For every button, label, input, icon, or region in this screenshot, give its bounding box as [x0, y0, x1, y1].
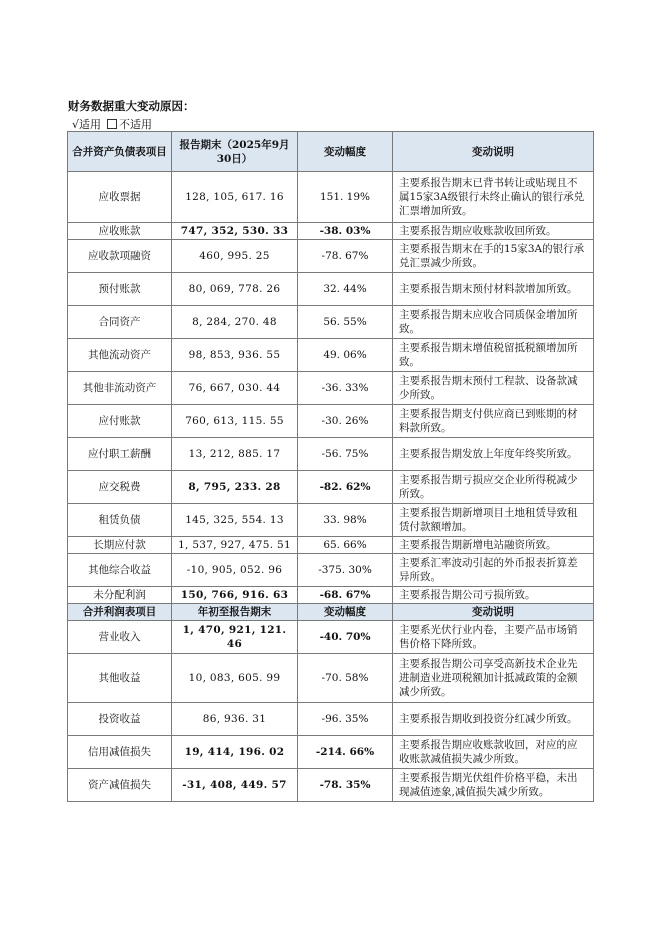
table-row [68, 769, 594, 802]
balance-sheet-header-cell: 变动幅度 [298, 132, 393, 172]
amount-cell: 80, 069, 778. 26 [172, 273, 298, 306]
table-row [68, 438, 594, 471]
change-note-cell: 主要系报告期末已背书转让或贴现且不属15家3A级银行未终止确认的银行承兑汇票增加所致。 [393, 172, 594, 223]
amount-cell: 760, 613, 115. 55 [172, 405, 298, 438]
amount-cell: 86, 936. 31 [172, 703, 298, 736]
item-name-cell: 资产减值损失 [68, 769, 172, 802]
applicable-label: 适用 [79, 118, 102, 131]
item-name-cell: 应收账款 [68, 223, 172, 240]
amount-cell: 747, 352, 530. 33 [172, 223, 298, 240]
not-applicable-label: 不适用 [119, 118, 153, 131]
item-name-cell: 其他流动资产 [68, 339, 172, 372]
table-row [68, 405, 594, 438]
change-note-cell: 主要系报告期末预付工程款、设备款减少所致。 [393, 372, 594, 405]
amount-cell: 150, 766, 916. 63 [172, 587, 298, 604]
item-name-cell: 应交税费 [68, 471, 172, 504]
change-rate-cell: 49. 06% [298, 339, 393, 372]
table-row [68, 339, 594, 372]
amount-cell: -10, 905, 052. 96 [172, 554, 298, 587]
change-note-cell: 主要系报告期应收账款收回，对应的应收账款减值损失减少所致。 [393, 736, 594, 769]
table-row [68, 554, 594, 587]
balance-sheet-header-row [68, 132, 594, 172]
item-name-cell: 其他综合收益 [68, 554, 172, 587]
change-note-cell: 主要系报告期末预付材料款增加所致。 [393, 273, 594, 306]
change-rate-cell: -82. 62% [298, 471, 393, 504]
amount-cell: 13, 212, 885. 17 [172, 438, 298, 471]
item-name-cell: 应收票据 [68, 172, 172, 223]
table-row [68, 736, 594, 769]
item-name-cell: 合同资产 [68, 306, 172, 339]
table-row [68, 240, 594, 273]
section-heading: 财务数据重大变动原因： [68, 99, 195, 113]
change-note-cell: 主要系光伏行业内卷，主要产品市场销售价格下降所致。 [393, 621, 594, 654]
change-rate-cell: 32. 44% [298, 273, 393, 306]
table-row [68, 306, 594, 339]
item-name-cell: 应付职工薪酬 [68, 438, 172, 471]
income-statement-header-row [68, 604, 594, 621]
change-note-cell: 主要系报告期末应收合同质保金增加所致。 [393, 306, 594, 339]
change-note-cell: 主要系报告期亏损应交企业所得税减少所致。 [393, 471, 594, 504]
change-note-cell: 主要系报告期光伏组件价格平稳，未出现减值迹象,减值损失减少所致。 [393, 769, 594, 802]
change-rate-cell: -375. 30% [298, 554, 393, 587]
balance-sheet-header-cell: 报告期末（2025年9月30日） [172, 132, 298, 172]
change-rate-cell: -38. 03% [298, 223, 393, 240]
amount-cell: 145, 325, 554. 13 [172, 504, 298, 537]
amount-cell: -31, 408, 449. 57 [172, 769, 298, 802]
change-note-cell: 主要系报告期末在手的15家3A的银行承兑汇票减少所致。 [393, 240, 594, 273]
amount-cell: 128, 105, 617. 16 [172, 172, 298, 223]
change-rate-cell: -78. 35% [298, 769, 393, 802]
table-row [68, 223, 594, 240]
table-row [68, 587, 594, 604]
item-name-cell: 应收款项融资 [68, 240, 172, 273]
change-note-cell: 主要系报告期新增项目土地租赁导致租赁付款额增加。 [393, 504, 594, 537]
amount-cell: 19, 414, 196. 02 [172, 736, 298, 769]
amount-cell: 1, 470, 921, 121. 46 [172, 621, 298, 654]
item-name-cell: 未分配利润 [68, 587, 172, 604]
change-rate-cell: 151. 19% [298, 172, 393, 223]
item-name-cell: 信用减值损失 [68, 736, 172, 769]
change-rate-cell: -96. 35% [298, 703, 393, 736]
amount-cell: 1, 537, 927, 475. 51 [172, 537, 298, 554]
balance-sheet-header-cell: 合并资产负债表项目 [68, 132, 172, 172]
change-rate-cell: 33. 98% [298, 504, 393, 537]
item-name-cell: 租赁负债 [68, 504, 172, 537]
change-rate-cell: -40. 70% [298, 621, 393, 654]
item-name-cell: 预付账款 [68, 273, 172, 306]
change-note-cell: 主要系报告期应收账款收回所致。 [393, 223, 594, 240]
applicability-line [72, 116, 152, 132]
amount-cell: 10, 083, 605. 99 [172, 654, 298, 703]
change-rate-cell: -78. 67% [298, 240, 393, 273]
item-name-cell: 营业收入 [68, 621, 172, 654]
change-note-cell: 主要系汇率波动引起的外币报表折算差异所致。 [393, 554, 594, 587]
table-row [68, 504, 594, 537]
table-row [68, 471, 594, 504]
item-name-cell: 应付账款 [68, 405, 172, 438]
table-row [68, 372, 594, 405]
change-rate-cell: -30. 26% [298, 405, 393, 438]
change-rate-cell: -56. 75% [298, 438, 393, 471]
change-note-cell: 主要系报告期末增值税留抵税额增加所致。 [393, 339, 594, 372]
change-rate-cell: -68. 67% [298, 587, 393, 604]
amount-cell: 8, 284, 270. 48 [172, 306, 298, 339]
change-rate-cell: -36. 33% [298, 372, 393, 405]
table-row [68, 621, 594, 654]
change-note-cell: 主要系报告期发放上年度年终奖所致。 [393, 438, 594, 471]
income-statement-header-cell: 年初至报告期末 [172, 604, 298, 621]
table-row [68, 654, 594, 703]
income-statement-header-cell: 变动幅度 [298, 604, 393, 621]
change-note-cell: 主要系报告期公司享受高新技术企业先进制造业进项税额加计抵减政策的金额减少所致。 [393, 654, 594, 703]
change-note-cell: 主要系报告期支付供应商已到账期的材料款所致。 [393, 405, 594, 438]
balance-sheet-header-cell: 变动说明 [393, 132, 594, 172]
change-rate-cell: -70. 58% [298, 654, 393, 703]
change-note-cell: 主要系报告期收到投资分红减少所致。 [393, 703, 594, 736]
amount-cell: 98, 853, 936. 55 [172, 339, 298, 372]
amount-cell: 8, 795, 233. 28 [172, 471, 298, 504]
change-rate-cell: 65. 66% [298, 537, 393, 554]
item-name-cell: 投资收益 [68, 703, 172, 736]
table-row [68, 703, 594, 736]
change-rate-cell: 56. 55% [298, 306, 393, 339]
amount-cell: 460, 995. 25 [172, 240, 298, 273]
change-note-cell: 主要系报告期新增电站融资所致。 [393, 537, 594, 554]
check-mark-icon: √ [72, 118, 80, 131]
change-note-cell: 主要系报告期公司亏损所致。 [393, 587, 594, 604]
table-row [68, 537, 594, 554]
table-row [68, 273, 594, 306]
financial-change-table [67, 131, 594, 802]
financial-change-table-body [68, 132, 594, 802]
item-name-cell: 其他收益 [68, 654, 172, 703]
income-statement-header-cell: 合并利润表项目 [68, 604, 172, 621]
change-rate-cell: -214. 66% [298, 736, 393, 769]
item-name-cell: 长期应付款 [68, 537, 172, 554]
checkbox-empty-icon [107, 119, 117, 129]
item-name-cell: 其他非流动资产 [68, 372, 172, 405]
income-statement-header-cell: 变动说明 [393, 604, 594, 621]
amount-cell: 76, 667, 030. 44 [172, 372, 298, 405]
table-row [68, 172, 594, 223]
